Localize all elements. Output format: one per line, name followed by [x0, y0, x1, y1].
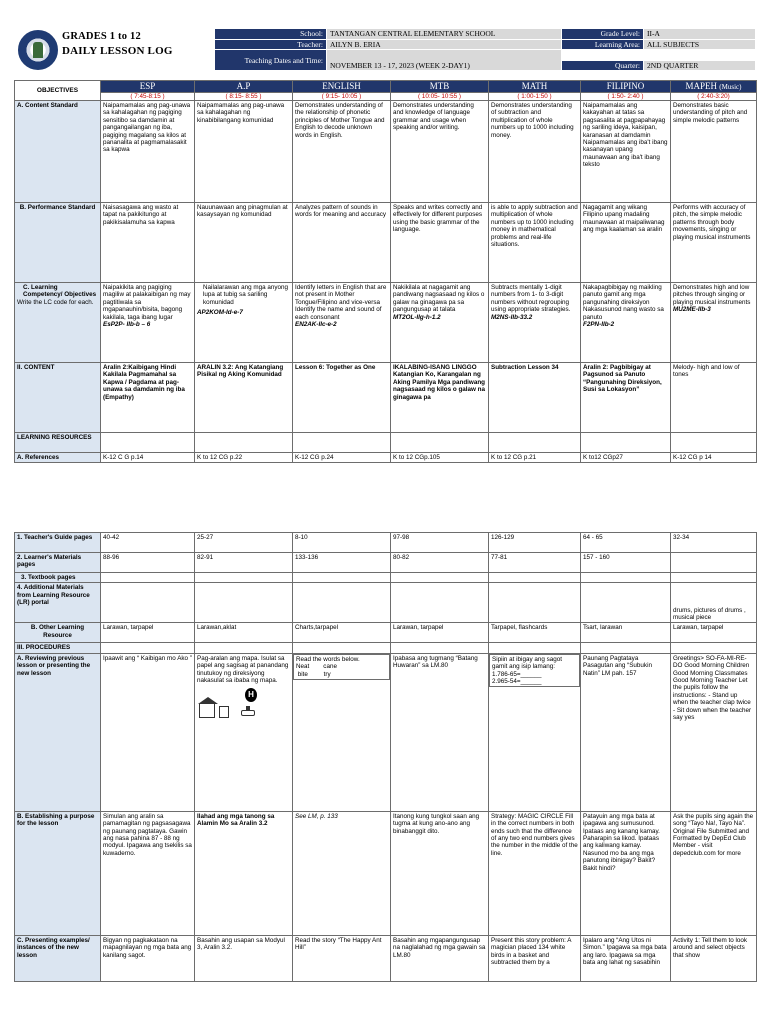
- cell-english: K-12 CG p.24: [293, 453, 391, 463]
- cell-mtb: IKALABING-ISANG LINGGO Katangian Ko, Karangalan ng Aking Pamilya Mga pandiwang nagsasaad ng kilos o galaw na ginagawa pa: [391, 363, 489, 433]
- cell-mtb: Basahin ang mgapangungusap na naglalahad ng mga gawain sa LM.80: [391, 935, 489, 981]
- cell-math: K to 12 CG p.21: [489, 453, 581, 463]
- cell-mtb: Demonstrates understanding and knowledge of language grammar and usage when speaking and/or writing.: [391, 101, 489, 203]
- cell-math: Tarpapel, flashcards: [489, 623, 581, 643]
- cell-filipino: Tsart, larawan: [581, 623, 671, 643]
- row-label: A. Content Standard: [15, 101, 101, 203]
- time-english: ( 9:15- 10:05 ): [293, 93, 390, 100]
- cell-english: Read the story “The Happy Ant Hill”: [293, 935, 391, 981]
- cell-ap: 82-91: [195, 553, 293, 573]
- cell-math: is able to apply subtraction and multiplication of whole numbers up to 1000 including money in mathematical problems and real-life situations.: [489, 203, 581, 283]
- lc-code: MU2ME-IIb-3: [673, 306, 711, 314]
- row-teachers-guide: [15, 533, 757, 553]
- title-daily-lesson-log: DAILY LESSON LOG: [62, 45, 173, 57]
- cell-mtb: Itanong kung tungkol saan ang tugma at kung ano-ano ang binabanggit dito.: [391, 811, 489, 935]
- lesson-grid-page-2: [14, 532, 757, 982]
- row-label: B. Performance Standard: [15, 203, 101, 283]
- lc-code: EsP2P- IIb-b – 6: [103, 321, 151, 329]
- cell-ap: Basahin ang usapan sa Modyul 3, Aralin 3.2.: [195, 935, 293, 981]
- cell-esp: Naisasagawa ang wasto at tapat na pakikitungo at pakikisalamuha sa kapwa: [101, 203, 195, 283]
- cell-english: See LM, p. 133: [293, 811, 391, 935]
- row-label: 1. Teacher's Guide pages: [15, 533, 101, 553]
- cell-esp: 88-96: [101, 553, 195, 573]
- cell-esp: Bigyan ng pagkakataon na mapagnilayan ng mga bata ang kanilang sagot.: [101, 935, 195, 981]
- row-learning-resources: [15, 433, 757, 453]
- teacher-label: Teacher:: [215, 39, 327, 50]
- cell-filipino: Nagagamit ang wikang Filipino upang madaling maunawaan at maipaliwanag ang mga kaalaman sa aralin: [581, 203, 671, 283]
- subject-ap: A.P: [195, 81, 293, 93]
- subject-filipino: FILIPINO: [581, 81, 671, 93]
- cell-mtb: 97-98: [391, 533, 489, 553]
- row-label: 2. Learner's Materials pages: [15, 553, 101, 573]
- lesson-log-page-2: [0, 528, 768, 1024]
- time-row: [15, 93, 757, 101]
- cell-mapeh: Ask the pupils sing again the song “Tayo Na!, Tayo Na”. Original File Submitted and Formatted by DepEd Club Member - visit depedclub.com for more: [671, 811, 757, 935]
- cell-esp: Larawan, tarpapel: [101, 623, 195, 643]
- cell-ap: Larawan,aklat: [195, 623, 293, 643]
- lc-code: EN2AK-IIc-e-2: [295, 321, 337, 329]
- teacher-value: AILYN B. ERIA: [327, 39, 562, 50]
- subject-header-row: [15, 81, 757, 93]
- row-presenting-examples: [15, 935, 757, 981]
- subject-mapeh: MAPEH (Music): [671, 81, 757, 93]
- cell-ap: Nauunawaan ang pinagmulan at kasaysayan ng komunidad: [195, 203, 293, 283]
- school-value: TANTANGAN CENTRAL ELEMENTARY SCHOOL: [327, 29, 562, 40]
- cell-mapeh: [671, 553, 757, 573]
- cell-mtb: K to 12 CGp.105: [391, 453, 489, 463]
- school-label: School:: [215, 29, 327, 40]
- cell-esp: Ipaawit ang “ Kaibigan mo Ako ”: [101, 653, 195, 811]
- cell-esp: Simulan ang aralin sa pamamagitan ng pagsasagawa ng paunang pagtataya. Gawin ang nasa pahina 87 - 88 ng modyul. Ipagawa ang tsekilis sa kuwaderno.: [101, 811, 195, 935]
- dates-value: NOVEMBER 13 - 17, 2023 (WEEK 2-DAY1): [327, 50, 562, 71]
- cell-filipino: K to12 CGp27: [581, 453, 671, 463]
- cell-mtb: Larawan, tarpapel: [391, 623, 489, 643]
- row-performance-standard: [15, 203, 757, 283]
- subject-math: MATH: [489, 81, 581, 93]
- time-mapeh: ( 2:40-3:20): [671, 93, 756, 100]
- time-esp: ( 7:45-8:15 ): [101, 93, 194, 100]
- cell-ap: Ilahad ang mga tanong sa Alamin Mo sa Aralin 3.2: [195, 811, 293, 935]
- cell-mapeh: Larawan, tarpapel: [671, 623, 757, 643]
- grade-value: II-A: [644, 29, 756, 40]
- cell-math: Subtraction Lesson 34: [489, 363, 581, 433]
- lc-code: AP2KOM-Id-e-7: [197, 309, 243, 317]
- header: [14, 28, 756, 72]
- row-content-standard: [15, 101, 757, 203]
- cell-ap: Nailalarawan ang mga anyong lupa at tubig sa sariling komunidad AP2KOM-Id-e-7: [195, 283, 293, 363]
- quarter-label: Quarter:: [562, 60, 644, 71]
- cell-english: Lesson 6: Together as One: [293, 363, 391, 433]
- lesson-log-page-1: [0, 0, 768, 470]
- lc-note: Write the LC code for each.: [17, 298, 94, 306]
- cell-math: 77-81: [489, 553, 581, 573]
- cell-filipino: Ipalaro ang “Ang Utos ni Simon.” Ipagawa sa mga bata ang laro. Ipagawa sa mga bata ang lahat ng sasabihin: [581, 935, 671, 981]
- lc-code: MT2OL-IIg-h-1.2: [393, 313, 441, 321]
- cell-math: Demonstrates understanding of subtraction and multiplication of whole numbers up to 1000 including money.: [489, 101, 581, 203]
- objectives-label: OBJECTIVES: [15, 81, 101, 101]
- cell-mtb: 80-82: [391, 553, 489, 573]
- time-math: ( 1:00-1:50 ): [489, 93, 580, 100]
- cell-esp: Naipamamalas ang pag-unawa sa kahalagahan ng pagiging sensitibo sa damdamin at pangangailangan ng iba, pagiging magalang sa kilos at pananalita at pagmamalasakit sa kapwa: [101, 101, 195, 203]
- cell-filipino: Naipamamalas ang kakayahan at tatas sa pagsasalita at pagpapahayag ng sariling ideya, kaisipan, karanasan at damdamin Naipamamalas ang iba't ibang kasanayan upang maunawaan ang iba't ibang teksto: [581, 101, 671, 203]
- row-learners-materials: [15, 553, 757, 573]
- row-establishing-purpose: [15, 811, 757, 935]
- cell-filipino: Nakapagbibigay ng maikling panuto gamit ang mga pangunahing direksiyon Nakasusunod nang wasto sa panuto F2PN-IIb-2: [581, 283, 671, 363]
- row-content: [15, 363, 757, 433]
- row-label: II. CONTENT: [15, 363, 101, 433]
- cell-ap: 25-27: [195, 533, 293, 553]
- cell-ap: Naipamamalas ang pag-unawa sa kahalagahan ng kinabibilangang komunidad: [195, 101, 293, 203]
- cell-filipino: Aralin 2: Pagbibigay at Pagsunod sa Panuto “Pangunahing Direksiyon, Susi sa Lokasyon”: [581, 363, 671, 433]
- cell-filipino: Paunang Pagtataya Pasagutan ang “Subukin Natin” LM pah. 157: [581, 653, 671, 811]
- row-other-resource: [15, 623, 757, 643]
- cell-mtb: Ipabasa ang tugmang “Batang Huwaran” sa LM.80: [391, 653, 489, 811]
- cell-math: Subtracts mentally 1-digit numbers from 1- to 3-digit numbers without regrouping using appropriate strategies. M2NS-IIb-33.2: [489, 283, 581, 363]
- cell-ap: ARALIN 3.2: Ang Katangiang Pisikal ng Aking Komunidad: [195, 363, 293, 433]
- time-mtb: ( 10:05- 10:55 ): [391, 93, 488, 100]
- row-label: III. PROCEDURES: [15, 643, 101, 653]
- cell-mtb: Nakikilala at nagagamit ang pandiwang nagsasaad ng kilos o galaw na ginagawa pa sa pangungusap at talata MT2OL-IIg-h-1.2: [391, 283, 489, 363]
- area-value: ALL SUBJECTS: [644, 39, 756, 50]
- row-procedures: [15, 643, 757, 653]
- cell-english: Identify letters in English that are not present in Mother Tongue/Filipino and vice-versa Identify the name and sound of each consonant EN2AK-IIc-e-2: [293, 283, 391, 363]
- row-label: B. Other Learning Resource: [15, 623, 101, 643]
- dates-label: Teaching Dates and Time:: [215, 50, 327, 71]
- row-label: 4. Additional Materials from Learning Resource (LR) portal: [15, 583, 101, 623]
- cell-english: 133-136: [293, 553, 391, 573]
- cell-mapeh: Demonstrates basic understanding of pitch and simple melodic patterns: [671, 101, 757, 203]
- cell-math: Sipiin at ibigay ang sagot gamit ang isip lamang: 1.786-65=______ 2.965-54=______: [489, 654, 580, 688]
- title-grades: GRADES 1 to 12: [62, 31, 141, 42]
- row-reviewing-lesson: [15, 653, 757, 811]
- row-label: B. Establishing a purpose for the lesson: [15, 811, 101, 935]
- row-learning-competency: [15, 283, 757, 363]
- cell-mapeh: drums, pictures of drums , musical piece: [671, 583, 757, 623]
- info-table: [214, 28, 756, 71]
- cell-esp: 40-42: [101, 533, 195, 553]
- cell-mapeh: 32-34: [671, 533, 757, 553]
- deped-seal-icon: [18, 30, 58, 70]
- cell-mtb: Speaks and writes correctly and effectively for different purposes using the basic grammar of the language.: [391, 203, 489, 283]
- cell-english: Read the words below. Neat cane bite try: [293, 654, 390, 680]
- row-label: C. Presenting examples/ instances of the new lesson: [15, 935, 101, 981]
- cell-filipino: Patayuin ang mga bata at ipagawa ang sumusunod. Ipataas ang kanang kamay. Paharapin sa likod. Ipataas ang kaliwang kamay. Nasunod mo ba ang mga panutong ibinigay? Bakit? Bakit hindi?: [581, 811, 671, 935]
- subject-english: ENGLISH: [293, 81, 391, 93]
- cell-mapeh: Greetings> SO-FA-MI-RE-DO Good Morning Children Good Morning Classmates Good Morning Teacher Let the pupils follow the instructions: - Stand up when the teacher clap twice - Sit down when the teacher say yes: [671, 653, 757, 811]
- cell-english: Demonstrates understanding of the relationship of phonetic principles of Mother Tongue and English to decode unknown words in English.: [293, 101, 391, 203]
- cell-math: 126-129: [489, 533, 581, 553]
- row-label: A. Reviewing previous lesson or presenting the new lesson: [15, 653, 101, 811]
- area-label: Learning Area:: [562, 39, 644, 50]
- row-label: LEARNING RESOURCES: [15, 433, 101, 453]
- cell-english: Charts,tarpapel: [293, 623, 391, 643]
- lesson-grid-page-1: [14, 80, 757, 463]
- subject-mtb: MTB: [391, 81, 489, 93]
- cell-mapeh: Activity 1: Tell them to look around and select objects that show: [671, 935, 757, 981]
- row-label: C. Learning Competency/ Objectives Write the LC code for each.: [15, 283, 101, 363]
- cell-math: Present this story problem: A magician placed 134 white birds in a basket and subtracted them by a: [489, 935, 581, 981]
- subject-esp: ESP: [101, 81, 195, 93]
- cell-ap: K to 12 CG p.22: [195, 453, 293, 463]
- time-filipino: ( 1:50- 2:40 ): [581, 93, 670, 100]
- cell-ap: Pag-aralan ang mapa. Isulat sa papel ang sagisag at panandang tinutukoy ng direksiyong nakasulat sa ibaba ng mapa. H: [195, 653, 293, 811]
- cell-english: Analyzes pattern of sounds in words for meaning and accuracy: [293, 203, 391, 283]
- grade-label: Grade Level:: [562, 29, 644, 40]
- cell-mapeh: Performs with accuracy of pitch, the simple melodic patterns through body movements, singing or playing musical instruments: [671, 203, 757, 283]
- row-textbook: [15, 573, 757, 583]
- row-references: [15, 453, 757, 463]
- cell-mapeh: Demonstrates high and low pitches through singing or playing musical instruments MU2ME-IIb-3: [671, 283, 757, 363]
- lc-code: F2PN-IIb-2: [583, 321, 615, 329]
- time-ap: ( 8:15- 8:55 ): [195, 93, 292, 100]
- cell-esp: K-12 C G p.14: [101, 453, 195, 463]
- cell-mapeh: Melody- high and low of tones: [671, 363, 757, 433]
- cell-math: Strategy: MAGIC CIRCLE Fill in the correct numbers in both ends such that the difference of any two end numbers gives the number in the middle of the line.: [489, 811, 581, 935]
- cell-filipino: 64 - 65: [581, 533, 671, 553]
- quarter-value: 2ND QUARTER: [644, 60, 756, 71]
- row-label: 3. Textbook pages: [15, 573, 101, 583]
- cell-english: 8-10: [293, 533, 391, 553]
- cell-esp: Aralin 2:Kaibigang Hindi Kakilala Pagmamahal sa Kapwa / Pagdama at pag-unawa sa damdamin ng iba (Empathy): [101, 363, 195, 433]
- lc-code: M2NS-IIb-33.2: [491, 313, 533, 321]
- row-additional-materials: [15, 583, 757, 623]
- row-label: A. References: [15, 453, 101, 463]
- cell-filipino: 157 - 160: [581, 553, 671, 573]
- cell-mapeh: K-12 CG p 14: [671, 453, 757, 463]
- map-icon: H: [197, 688, 290, 722]
- cell-esp: Naipakikita ang pagiging magiliw at palakaibigan ng may pagtitiwala sa mgapanauhin/bisita, bagong kakilala, taga ibang lugar EsP2P- IIb-b – 6: [101, 283, 195, 363]
